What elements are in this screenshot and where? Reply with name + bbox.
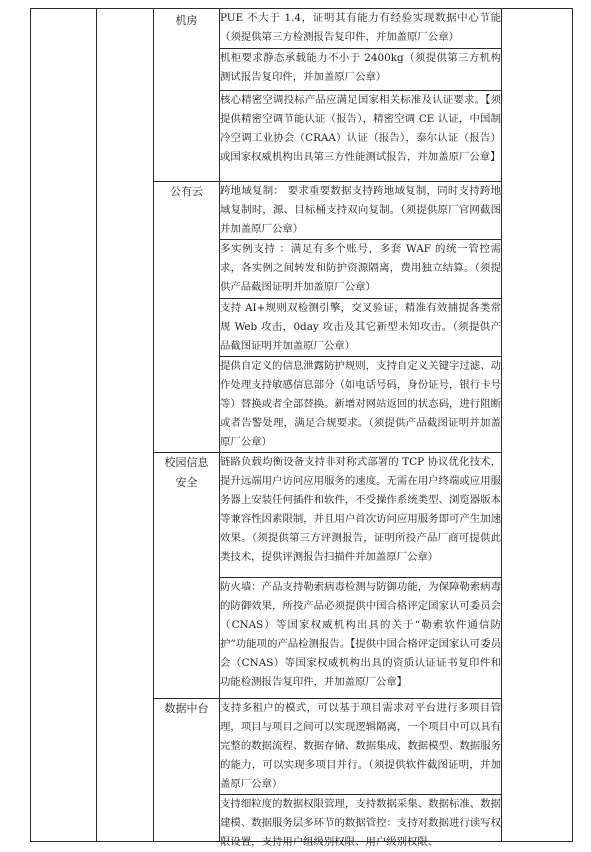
requirement-cell: 链路负载均衡设备支持非对称式部署的 TCP 协议优化技术，提升远端用户访问应用服务的速度。无需在用户终端或应用服务器上安装任何插件和软件，不受操作系统类型、浏览器版本等兼容性因素限制，并且用户首次访问应用服务即可产生加速效果。（须提供第三方评测报告，证明所投产品厂商可提供此类技术，提供评测报告扫描件并加盖原厂公章） — [220, 453, 502, 578]
empty-cell — [31, 9, 97, 842]
empty-cell — [502, 9, 573, 842]
requirement-cell-wrapper — [220, 795, 502, 848]
requirement-cell: PUE 不大于 1.4，证明其有能力有经验实现数据中心节能（须提供第三方检测报告复印件，并加盖原厂公章） — [220, 9, 502, 49]
requirement-cell: 支持 AI+规则双检测引擎，交叉验证，精准有效捕捉各类常规 Web 攻击，0day 攻击及其它新型未知攻击。（须提供产品截图证明并加盖原厂公章） — [220, 299, 502, 357]
empty-cell — [97, 9, 154, 842]
requirements-table — [30, 8, 573, 848]
category-cell: 数据中台 — [154, 699, 220, 842]
requirement-cell: 核心精密空调投标产品应满足国家相关标准及认证要求。【须提供精密空调节能认证（报告），精密空调 CE 认证，中国制冷空调工业协会（CRAA）认证（报告），泰尔认证（报告）或国家权威机构出具第三方性能测试报告，并加盖原厂公章】 — [220, 91, 502, 182]
requirement-cell: 支持细粒度的数据权限管理，支持数据采集、数据标准、数据建模、数据服务层多环节的数据管控：支持对数据进行读写权限设置，支持用户组级别权限、用户级别权限、 — [220, 798, 501, 848]
category-cell: 机房 — [154, 9, 220, 182]
requirement-cell: 跨地域复制： 要求重要数据支持跨地域复制，同时支持跨地域复制时，源、目标桶支持双向复制。（须提供原厂官网截图并加盖原厂公章） — [220, 182, 502, 240]
requirement-cell: 多实例支持 ：满足有多个账号，多套 WAF 的统一管控需求，各实例之间转发和防护资源隔离，费用独立结算。（须提供产品截图证明并加盖原厂公章） — [220, 240, 502, 299]
category-cell — [154, 453, 220, 699]
requirement-cell: 提供自定义的信息泄露防护规则，支持自定义关键字过滤、动作处理支持敏感信息部分（如电话号码，身份证号，银行卡号等）替换或者全部替换。新增对网站返回的状态码，进行阻断或者告警处理，满足合规要求。（须提供产品截图证明并加盖原厂公章） — [220, 357, 502, 453]
table-row — [31, 9, 573, 49]
category-label: 校园信息安全 — [164, 456, 209, 489]
category-cell: 公有云 — [154, 182, 220, 453]
requirement-cell: 支持多租户的模式，可以基于项目需求对平台进行多项目管理，项目与项目之间可以实现逻辑隔离，一个项目中可以具有完整的数据流程、数据存储、数据集成、数据模型、数据服务的能力，可以实现多项目并行。（须提供软件截图证明，并加盖原厂公章） — [220, 699, 502, 795]
requirement-cell: 防火墙：产品支持勒索病毒检测与防御功能，为保障勒索病毒的防御效果，所投产品必须提供中国合格评定国家认可委员会（CNAS）等国家权威机构出具的关于“勒索软件通信防护”功能项的产品检测报告。【提供中国合格评定国家认可委员会（CNAS）等国家权威机构出具的资质认证证书复印件和功能检测报告复印件，并加盖原厂公章】 — [220, 578, 502, 699]
requirement-cell: 机柜要求静态承载能力不小于 2400kg（须提供第三方机构测试报告复印件，并加盖原厂公章） — [220, 49, 502, 91]
